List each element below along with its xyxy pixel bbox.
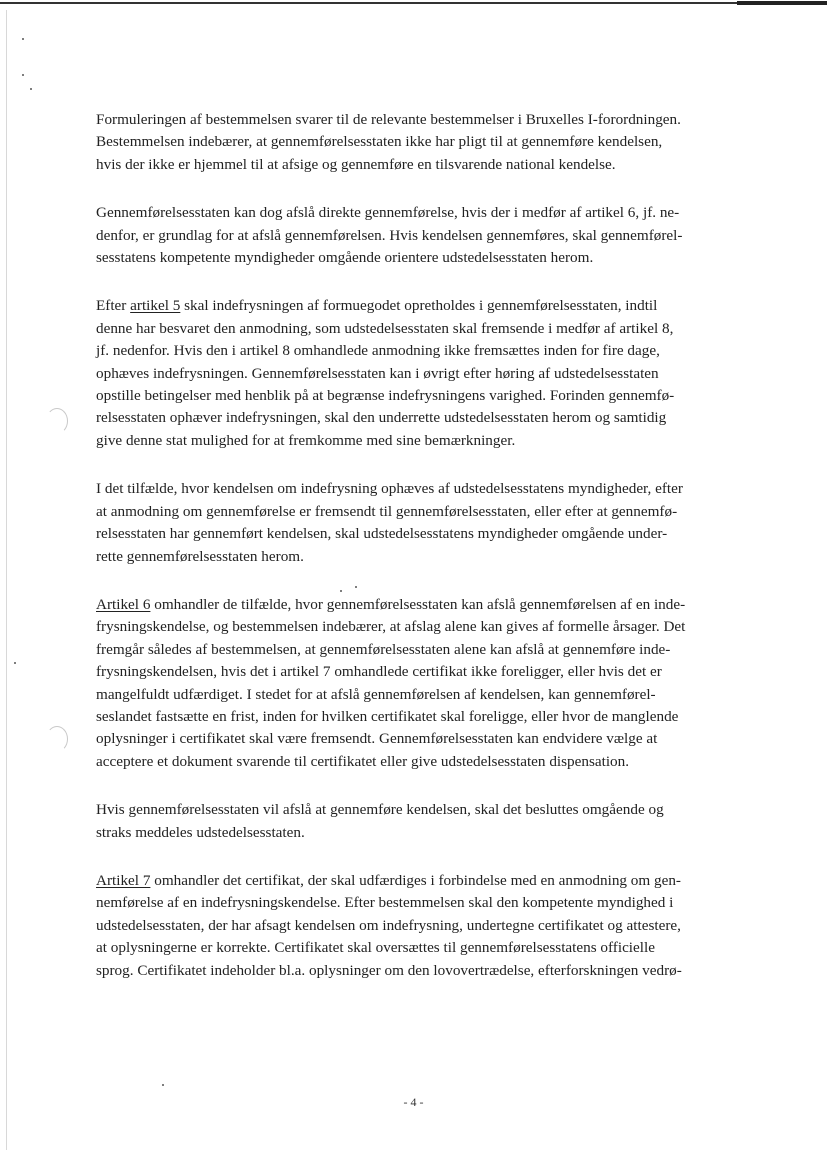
text-fragment: omhandler de tilfælde, hvor gennemførelsesstaten kan afslå gennemførelsen af en inde-	[150, 595, 686, 613]
text-line: opstille betingelser med henblik på at begrænse indefrysningens varighed. Forinden gennemfø-	[96, 387, 675, 405]
text-line: acceptere et dokument svarende til certifikatet eller give udstedelsesstaten dispensation.	[96, 752, 630, 770]
text-fragment: omhandler det certifikat, der skal udfærdiges i forbindelse med en anmodning om gen-	[150, 871, 681, 889]
article-reference: artikel 5	[130, 297, 181, 315]
text-line: denfor, er grundlag for at afslå gennemførelsen. Hvis kendelsen gennemføres, skal gennemførel-	[96, 226, 683, 244]
text-line: udstedelsesstaten, der har afsagt kendelsen om indefrysning, undertegne certifikatet og attestere,	[96, 916, 681, 934]
paragraph	[96, 295, 750, 452]
text-line: relsesstaten ophæver indefrysningen, skal den underrette udstedelsesstaten herom og samtidig	[96, 409, 667, 427]
top-edge-rule	[0, 2, 827, 4]
left-scan-edge	[6, 10, 7, 1150]
scan-speck	[22, 74, 24, 76]
text-line: frysningskendelse, og bestemmelsen indebærer, at afslag alene kan gives af formelle årsager. Det	[96, 618, 686, 636]
text-line: hvis der ikke er hjemmel til at afsige og gennemføre en tilsvarende national kendelse.	[96, 155, 616, 173]
text-line: denne har besvaret den anmodning, som udstedelsesstaten skal fremsende i medfør af artikel 8,	[96, 319, 674, 337]
text-fragment: Efter	[96, 297, 131, 315]
text-line: give denne stat mulighed for at fremkomme med sine bemærkninger.	[96, 431, 516, 449]
text-line: seslandet fastsætte en frist, inden for hvilken certifikatet skal foreligge, eller hvor de manglende	[96, 707, 679, 725]
text-line: sprog. Certifikatet indeholder bl.a. oplysninger om den lovovertrædelse, efterforskningen vedrø-	[96, 961, 682, 979]
punch-hole-mark	[46, 726, 68, 752]
page-number: - 4 -	[403, 1095, 424, 1109]
text-line: frysningskendelsen, hvis det i artikel 7 omhandlede certifikat ikke foreligger, eller hvis det er	[96, 663, 662, 681]
scan-speck	[22, 38, 24, 40]
paragraph	[96, 594, 750, 773]
text-line	[96, 594, 750, 616]
scan-speck	[162, 1084, 164, 1086]
text-line	[96, 295, 750, 317]
text-line: at oplysningerne er korrekte. Certifikatet skal oversættes til gennemførelsesstatens officielle	[96, 939, 655, 957]
article-reference: Artikel 7	[96, 871, 151, 889]
text-line: straks meddeles udstedelsesstaten.	[96, 823, 305, 841]
body-text	[96, 109, 750, 1008]
text-line: nemførelse af en indefrysningskendelse. Efter bestemmelsen skal den kompetente myndighed i	[96, 894, 674, 912]
text-line: Bestemmelsen indebærer, at gennemførelsesstaten ikke har pligt til at gennemføre kendelsen,	[96, 133, 663, 151]
scan-speck	[14, 662, 16, 664]
text-fragment: skal indefrysningen af formuegodet opretholdes i gennemførelsesstaten, indtil	[180, 297, 658, 315]
top-edge-rule-thick	[737, 1, 827, 5]
text-line: oplysninger i certifikatet skal være fremsendt. Gennemførelsesstaten kan endvidere vælge at	[96, 730, 658, 748]
paragraph	[96, 870, 750, 982]
text-line: Gennemførelsesstaten kan dog afslå direkte gennemførelse, hvis der i medfør af artikel 6, jf. ne-	[96, 204, 680, 222]
article-reference: Artikel 6	[96, 595, 151, 613]
text-line: relsesstaten har gennemført kendelsen, skal udstedelsesstatens myndigheder omgående under-	[96, 525, 668, 543]
scan-speck	[30, 88, 32, 90]
paragraph	[96, 202, 750, 269]
text-line: mangelfuldt udfærdiget. I stedet for at afslå gennemførelsen af kendelsen, kan gennemførel-	[96, 685, 656, 703]
paragraph	[96, 799, 750, 844]
text-line: Formuleringen af bestemmelsen svarer til de relevante bestemmelser i Bruxelles I-forordningen.	[96, 111, 681, 128]
paragraph	[96, 478, 750, 568]
text-line	[96, 870, 750, 892]
punch-hole-mark	[46, 408, 68, 434]
text-line: Hvis gennemførelsesstaten vil afslå at gennemføre kendelsen, skal det besluttes omgående og	[96, 801, 664, 819]
text-line: rette gennemførelsesstaten herom.	[96, 547, 304, 565]
text-line: at anmodning om gennemførelse er fremsendt til gennemførelsesstaten, eller efter at gennemfø-	[96, 502, 678, 520]
text-line: jf. nedenfor. Hvis den i artikel 8 omhandlede anmodning ikke fremsættes inden for fire dage,	[96, 342, 660, 360]
text-line: ophæves indefrysningen. Gennemførelsesstaten kan i øvrigt efter høring af udstedelsesstaten	[96, 364, 659, 382]
text-line: I det tilfælde, hvor kendelsen om indefrysning ophæves af udstedelsesstatens myndigheder, efter	[96, 480, 683, 498]
paragraph	[96, 109, 750, 176]
text-line: fremgår således af bestemmelsen, at gennemførelsesstaten alene kan afslå at gennemføre inde-	[96, 640, 671, 658]
text-line: sesstatens kompetente myndigheder omgående orientere udstedelsesstaten herom.	[96, 249, 594, 267]
